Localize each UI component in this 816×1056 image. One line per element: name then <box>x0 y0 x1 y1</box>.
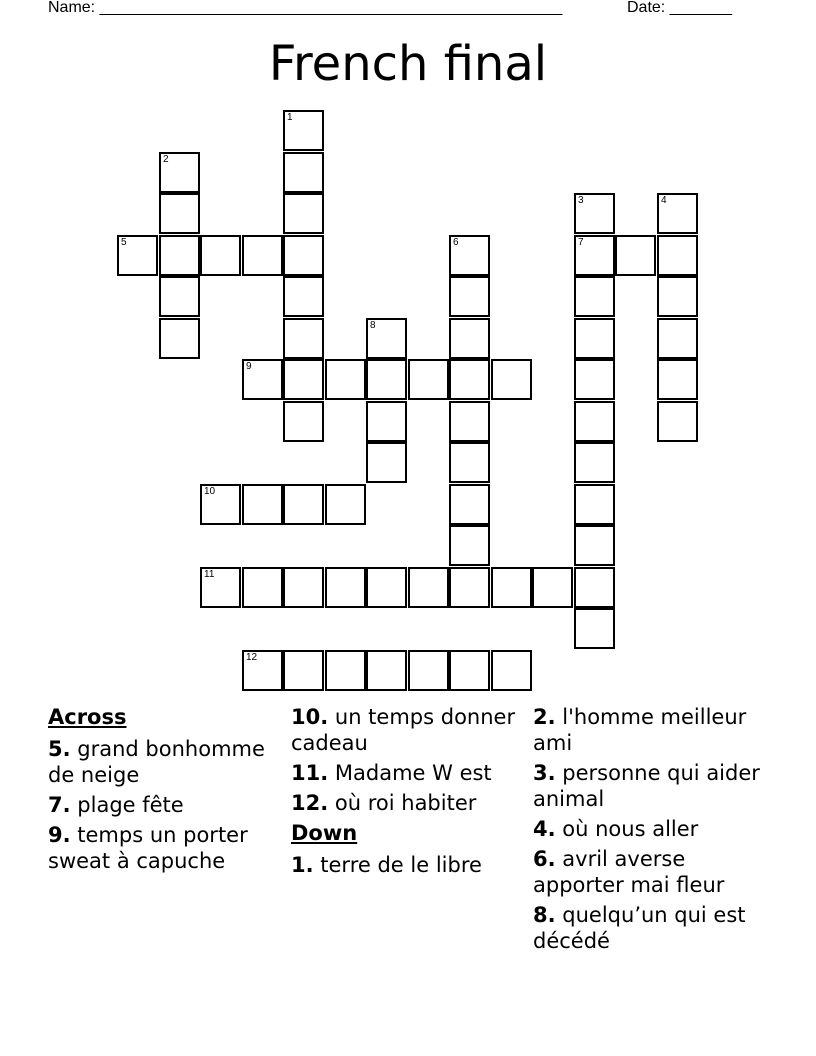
down-heading: Down <box>291 821 358 845</box>
clue-number-label: 5 <box>121 237 127 248</box>
grid-cell[interactable] <box>408 359 449 400</box>
clue-number-label: 9 <box>246 361 252 372</box>
clue-down-8 <box>533 902 765 954</box>
grid-cell[interactable] <box>200 567 241 608</box>
clue-number-label: 3 <box>578 195 584 206</box>
clue-number-label: 1 <box>287 112 293 123</box>
grid-cell[interactable] <box>574 401 615 442</box>
clue-number-label: 7 <box>578 237 584 248</box>
clues-column-3 <box>533 704 765 958</box>
grid-cell[interactable] <box>491 650 532 691</box>
grid-cell[interactable] <box>325 650 366 691</box>
clue-number: 7. <box>48 793 71 817</box>
grid-cell[interactable] <box>657 401 698 442</box>
clue-down-1 <box>291 852 523 878</box>
grid-cell[interactable] <box>574 318 615 359</box>
clue-number: 4. <box>533 817 556 841</box>
grid-cell[interactable] <box>283 318 324 359</box>
clues-column-2 <box>291 704 523 882</box>
clue-number: 9. <box>48 823 71 847</box>
clue-number: 11. <box>291 761 329 785</box>
clue-down-4 <box>533 816 765 842</box>
grid-cell[interactable] <box>325 359 366 400</box>
grid-cell[interactable] <box>325 567 366 608</box>
grid-cell[interactable] <box>574 567 615 608</box>
clue-text: où roi habiter <box>334 791 477 815</box>
clue-number: 3. <box>533 761 556 785</box>
grid-cell[interactable] <box>159 193 200 234</box>
grid-cell[interactable] <box>242 359 283 400</box>
clue-number: 5. <box>48 737 71 761</box>
clue-number: 12. <box>291 791 329 815</box>
grid-cell[interactable] <box>657 318 698 359</box>
clue-text: l'homme meilleur ami <box>533 705 747 755</box>
clue-down-2 <box>533 704 765 756</box>
grid-cell[interactable] <box>283 484 324 525</box>
clue-number-label: 6 <box>453 237 459 248</box>
grid-cell[interactable] <box>200 235 241 276</box>
grid-cell[interactable] <box>449 525 490 566</box>
clue-text: avril averse apporter mai fleur <box>533 847 725 897</box>
grid-cell[interactable] <box>242 650 283 691</box>
grid-cell[interactable] <box>449 484 490 525</box>
clue-number-label: 4 <box>661 195 667 206</box>
grid-cell[interactable] <box>449 318 490 359</box>
grid-cell[interactable] <box>657 193 698 234</box>
grid-cell[interactable] <box>159 276 200 317</box>
name-field[interactable]: Name: ____________________________________________________ <box>48 0 563 16</box>
clue-number: 10. <box>291 705 329 729</box>
grid-cell[interactable] <box>366 567 407 608</box>
grid-cell[interactable] <box>283 567 324 608</box>
clue-text: Madame W est <box>334 761 492 785</box>
grid-cell[interactable] <box>366 401 407 442</box>
clue-across-5 <box>48 736 280 788</box>
grid-cell[interactable] <box>449 567 490 608</box>
grid-cell[interactable] <box>242 567 283 608</box>
date-field[interactable]: Date: _______ <box>627 0 732 16</box>
clue-text: grand bonhomme de neige <box>48 737 265 787</box>
grid-cell[interactable] <box>574 359 615 400</box>
grid-cell[interactable] <box>159 318 200 359</box>
page-title: French final <box>268 36 548 92</box>
clue-text: temps un porter sweat à capuche <box>48 823 248 873</box>
clue-text: où nous aller <box>562 817 699 841</box>
grid-cell[interactable] <box>200 484 241 525</box>
grid-cell[interactable] <box>366 318 407 359</box>
clue-number: 1. <box>291 853 314 877</box>
grid-cell[interactable] <box>449 401 490 442</box>
grid-cell[interactable] <box>325 484 366 525</box>
grid-cell[interactable] <box>574 235 615 276</box>
clue-number: 2. <box>533 705 556 729</box>
clue-number-label: 10 <box>204 486 216 497</box>
clue-text: terre de le libre <box>320 853 482 877</box>
grid-cell[interactable] <box>491 567 532 608</box>
grid-cell[interactable] <box>283 152 324 193</box>
grid-cell[interactable] <box>366 442 407 483</box>
grid-cell[interactable] <box>615 235 656 276</box>
grid-cell[interactable] <box>657 276 698 317</box>
clue-text: un temps donner cadeau <box>291 705 516 755</box>
grid-cell[interactable] <box>574 608 615 649</box>
clue-across-11 <box>291 760 523 786</box>
clue-number: 6. <box>533 847 556 871</box>
grid-cell[interactable] <box>283 401 324 442</box>
grid-cell[interactable] <box>574 276 615 317</box>
grid-cell[interactable] <box>657 235 698 276</box>
grid-cell[interactable] <box>574 442 615 483</box>
grid-cell[interactable] <box>532 567 573 608</box>
clue-text: quelqu’un qui est décédé <box>533 903 746 953</box>
clue-across-12 <box>291 790 523 816</box>
grid-cell[interactable] <box>408 650 449 691</box>
clue-number-label: 12 <box>246 652 258 663</box>
clue-across-7 <box>48 792 280 818</box>
grid-cell[interactable] <box>242 484 283 525</box>
clue-number-label: 11 <box>204 569 215 580</box>
across-heading: Across <box>48 705 127 729</box>
grid-cell[interactable] <box>159 152 200 193</box>
grid-cell[interactable] <box>283 193 324 234</box>
grid-cell[interactable] <box>159 235 200 276</box>
grid-cell[interactable] <box>283 276 324 317</box>
grid-cell[interactable] <box>657 359 698 400</box>
clue-text: personne qui aider animal <box>533 761 760 811</box>
grid-cell[interactable] <box>449 442 490 483</box>
grid-cell[interactable] <box>449 276 490 317</box>
grid-cell[interactable] <box>408 567 449 608</box>
grid-cell[interactable] <box>117 235 158 276</box>
clue-down-3 <box>533 760 765 812</box>
grid-cell[interactable] <box>449 359 490 400</box>
clue-across-10 <box>291 704 523 756</box>
clue-number-label: 8 <box>370 320 376 331</box>
grid-cell[interactable] <box>366 359 407 400</box>
clue-down-6 <box>533 846 765 898</box>
clues-column-1 <box>48 704 280 878</box>
grid-cell[interactable] <box>574 525 615 566</box>
clue-number: 8. <box>533 903 556 927</box>
grid-cell[interactable] <box>283 110 324 151</box>
grid-cell[interactable] <box>283 235 324 276</box>
grid-cell[interactable] <box>283 650 324 691</box>
grid-cell[interactable] <box>574 484 615 525</box>
grid-cell[interactable] <box>491 359 532 400</box>
grid-cell[interactable] <box>574 193 615 234</box>
grid-cell[interactable] <box>242 235 283 276</box>
clue-across-9 <box>48 822 280 874</box>
grid-cell[interactable] <box>449 650 490 691</box>
clue-text: plage fête <box>77 793 184 817</box>
grid-cell[interactable] <box>366 650 407 691</box>
grid-cell[interactable] <box>283 359 324 400</box>
grid-cell[interactable] <box>449 235 490 276</box>
clue-number-label: 2 <box>163 154 169 165</box>
